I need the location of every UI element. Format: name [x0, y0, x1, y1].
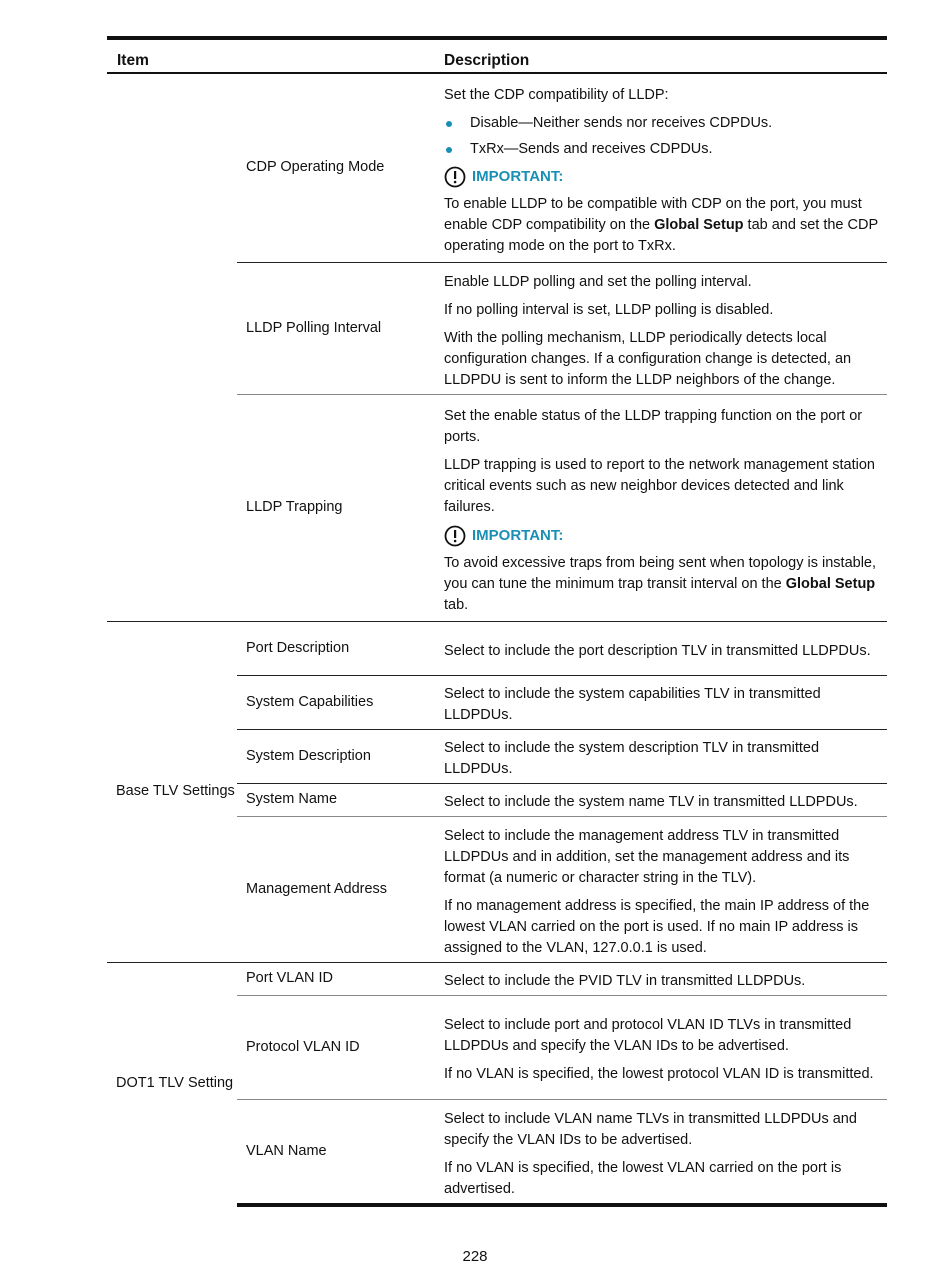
row-name: LLDP Polling Interval [237, 262, 440, 394]
header-description: Description [444, 52, 530, 69]
row-name: VLAN Name [237, 1099, 440, 1205]
description-text: If no VLAN is specified, the lowest protocol VLAN ID is transmitted. [444, 1066, 874, 1082]
table-row [107, 73, 887, 262]
description-text: LLDP trapping is used to report to the network management station critical events such as new neighbor devices detected and link failures. [444, 456, 875, 515]
row-name: System Name [237, 783, 440, 816]
row-name: Port Description [237, 621, 440, 675]
row-description [440, 394, 887, 621]
document-page [107, 36, 887, 1207]
description-text: Set the CDP compatibility of LLDP: [444, 86, 669, 103]
group-label-base-tlv: Base TLV Settings [107, 621, 237, 962]
note-text: To avoid excessive traps from being sent when topology is instable, you can tune the minimum trap transit interval on the [444, 554, 877, 592]
note-text: To enable LLDP to be compatible with CDP on the port, you must enable CDP compatibility on the [444, 195, 862, 233]
row-name: CDP Operating Mode [246, 159, 385, 176]
exclamation-circle-icon [444, 525, 466, 547]
description-text: Select to include VLAN name TLVs in transmitted LLDPDUs and specify the VLAN IDs to be advertised. [444, 1110, 857, 1148]
description-text: If no VLAN is specified, the lowest VLAN carried on the port is advertised. [444, 1159, 842, 1197]
important-label: IMPORTANT: [472, 168, 564, 186]
important-note [444, 553, 881, 616]
page-number: 228 [462, 1248, 488, 1265]
row-description: Select to include the system name TLV in transmitted LLDPDUs. [440, 783, 887, 816]
global-setup-text: Global Setup [785, 575, 876, 592]
description-text: Set the enable status of the LLDP trapping function on the port or ports. [444, 407, 863, 445]
group-cell-empty [107, 73, 237, 621]
note-text: tab and set the CDP operating mode on the port to TxRx. [444, 216, 878, 254]
table-header-row [107, 38, 887, 73]
row-description [440, 262, 887, 394]
group-label-dot1-tlv: DOT1 TLV Setting [107, 962, 237, 1205]
parameter-table [107, 36, 887, 1207]
row-description [440, 816, 887, 962]
exclamation-circle-icon [444, 166, 466, 188]
row-description [440, 995, 887, 1099]
row-name: System Capabilities [237, 675, 440, 729]
list-item: TxRx—Sends and receives CDPDUs. [444, 139, 881, 160]
header-item: Item [117, 52, 149, 69]
row-description [440, 73, 887, 262]
description-text: Select to include the management address TLV in transmitted LLDPDUs and in addition, set the management address and its format (a numeric or character string in the TLV). [444, 827, 850, 886]
row-description: Select to include the PVID TLV in transmitted LLDPDUs. [440, 962, 887, 995]
row-name: Management Address [237, 816, 440, 962]
list-item: Disable—Neither sends nor receives CDPDUs. [444, 113, 881, 134]
description-text: If no polling interval is set, LLDP polling is disabled. [444, 301, 774, 318]
row-description: Select to include the system capabilities TLV in transmitted LLDPDUs. [440, 675, 887, 729]
description-text: If no management address is specified, the main IP address of the lowest VLAN carried on the port is used. If no main IP address is assigned to the VLAN, 127.0.0.1 is used. [444, 897, 870, 956]
row-description [440, 1099, 887, 1205]
note-text: tab. [444, 596, 469, 613]
bullet-list [444, 113, 881, 160]
row-name: Protocol VLAN ID [237, 995, 440, 1099]
row-description: Select to include the port description TLV in transmitted LLDPDUs. [440, 621, 887, 675]
important-label: IMPORTANT: [472, 527, 564, 544]
important-note [444, 194, 881, 257]
important-callout [444, 525, 881, 547]
global-setup-text: Global Setup [654, 216, 744, 233]
row-name: Port VLAN ID [237, 962, 440, 995]
description-text: Select to include port and protocol VLAN ID TLVs in transmitted LLDPDUs and specify the VLAN IDs to be advertised. [444, 1017, 852, 1054]
row-name: LLDP Trapping [237, 394, 440, 621]
description-text: Enable LLDP polling and set the polling interval. [444, 273, 752, 290]
description-text: With the polling mechanism, LLDP periodically detects local configuration changes. If a configuration change is detected, an LLDPDU is sent to inform the LLDP neighbors of the change. [444, 329, 852, 388]
row-description: Select to include the system description TLV in transmitted LLDPDUs. [440, 729, 887, 783]
table-row [107, 962, 887, 995]
important-callout [444, 166, 881, 188]
table-row [107, 621, 887, 675]
row-name: System Description [237, 729, 440, 783]
